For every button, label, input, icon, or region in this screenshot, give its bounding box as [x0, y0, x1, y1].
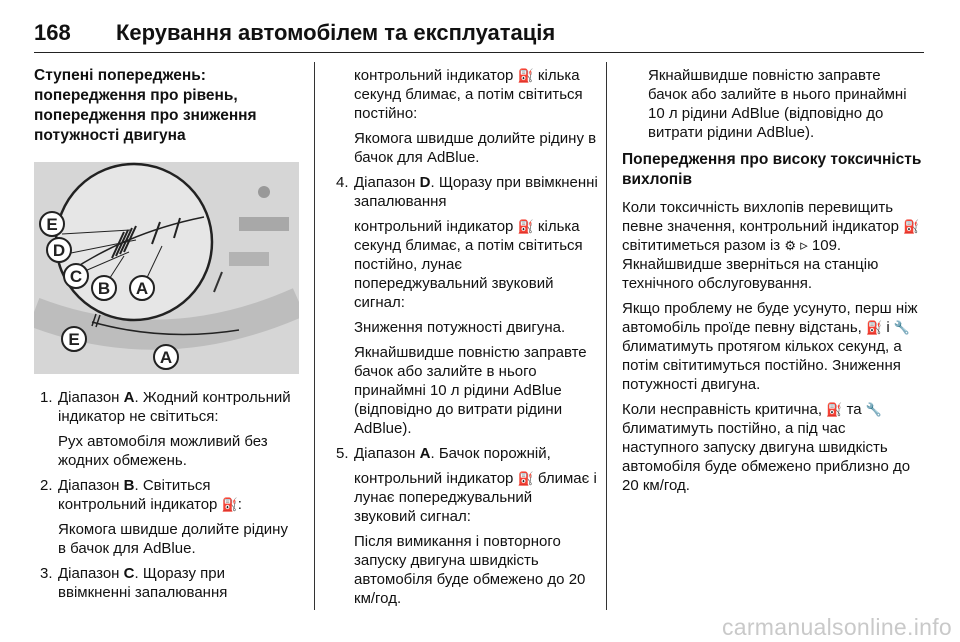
adblue-warning-icon: ⛽ [903, 219, 920, 234]
service-icon: 🔧 [865, 402, 882, 417]
emissions-paragraph-2: Якщо проблему не буде усунуто, перш ніж автомобіль проїде певну відстань, ⛽ і 🔧 блиматимуть протягом кількох секунд, а потім світитимуться постійно. Зниження потужності двигуна. [622, 300, 918, 393]
column-3 [622, 66, 922, 501]
item-3-continued: контрольний індикатор ⛽ кілька секунд блимає, а потім світиться постійно: [354, 67, 583, 122]
page-number: 168 [34, 20, 71, 45]
list-item-3: 3. Діапазон C. Щоразу при ввімкненні запалювання [40, 565, 228, 601]
figure-label-c: C [69, 267, 83, 286]
column-divider [314, 62, 315, 610]
item-4-detail: Якнайшвидше повністю заправте бачок або залийте в нього принаймні 10 л рідини AdBlue (відповідно до витрати рідини AdBlue). [354, 344, 587, 437]
list-item-1-detail: Рух автомобіля можливий без жодних обмежень. [58, 433, 268, 469]
item-5-continued: Якнайшвидше повністю заправте бачок або залийте в нього принаймні 10 л рідини AdBlue (відповідно до витрати рідини AdBlue). [648, 67, 907, 141]
watermark: carmanualsonline.info [721, 614, 952, 640]
item-4-indicator: контрольний індикатор ⛽ кілька секунд блимає, а потім світиться постійно, лунає попереджувальний звуковий сигнал: [354, 218, 583, 311]
page-reference-arrow-icon: ▹ [800, 237, 808, 254]
column-divider [606, 62, 607, 610]
emissions-paragraph-3: Коли несправність критична, ⛽ та 🔧 блиматимуть постійно, а під час наступного запуску двигуна швидкість автомобіля буде обмежено приблизно до 20 км/год. [622, 401, 911, 494]
figure-label-d: D [52, 241, 66, 260]
section-heading-emissions: Попередження про високу токсичність вихлопів [622, 151, 922, 188]
page-header [34, 18, 924, 53]
adblue-warning-icon: ⛽ [826, 402, 843, 417]
adblue-warning-icon: ⛽ [221, 497, 238, 512]
column-1 [34, 66, 299, 608]
item-3-detail: Якомога швидше долийте рідину в бачок для AdBlue. [354, 130, 597, 166]
section-heading-levels: Ступені попереджень: попередження про рівень, попередження про зниження потужності двигуна [34, 67, 257, 144]
list-item-1: 1. Діапазон A. Жодний контрольний індикатор не світиться: [40, 389, 291, 425]
adblue-warning-icon: ⛽ [517, 219, 534, 234]
item-4-power-reduction: Зниження потужності двигуна. [354, 319, 566, 336]
list-item-2-detail: Якомога швидше долийте рідину в бачок для AdBlue. [58, 521, 288, 557]
figure-label-e-top: E [46, 215, 58, 234]
emissions-paragraph-1: Коли токсичність вихлопів перевищить певне значення, контрольний індикатор ⛽ світитиметься разом із ⚙ ▹ 109. Якнайшвидше зверніться на станцію технічного обслуговування. [622, 199, 920, 292]
gauge-illustration [34, 162, 299, 374]
adblue-warning-icon: ⛽ [866, 320, 883, 335]
figure-label-a-top: A [135, 279, 149, 298]
figure-label-b: B [97, 279, 111, 298]
service-icon: 🔧 [893, 320, 911, 335]
adblue-warning-icon: ⛽ [517, 68, 534, 83]
figure-label-a-bottom: A [159, 348, 173, 367]
engine-check-icon: ⚙ [784, 238, 797, 253]
column-2 [330, 66, 598, 614]
figure-label-e-bottom: E [68, 330, 80, 349]
item-5-indicator: контрольний індикатор ⛽ блимає і лунає попереджувальний звуковий сигнал: [354, 470, 597, 525]
item-5-detail: Після вимикання і повторного запуску двигуна швидкість автомобіля буде обмежено до 20 км/год. [354, 533, 586, 607]
adblue-warning-icon: ⛽ [517, 471, 534, 486]
list-item-5: 5. Діапазон A. Бачок порожній, [336, 445, 551, 462]
list-item-4: 4. Діапазон D. Щоразу при ввімкненні запалювання [336, 174, 598, 210]
list-item-2: 2. Діапазон B. Світиться контрольний індикатор ⛽: [40, 477, 242, 513]
chapter-title: Керування автомобілем та експлуатація [116, 20, 556, 45]
fuel-gauge-figure [34, 162, 299, 374]
